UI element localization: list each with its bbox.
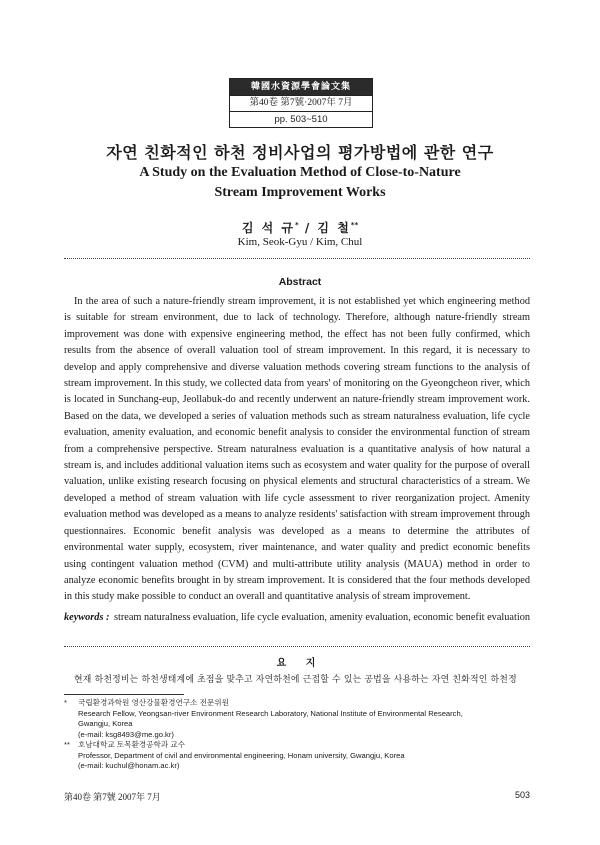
abstract-heading: Abstract bbox=[278, 276, 322, 288]
author-2-korean: 김 철 bbox=[317, 221, 351, 235]
title-english bbox=[0, 163, 600, 203]
author-1-mark: * bbox=[295, 221, 299, 229]
footer-journal-issue: 第40卷 第7號 2007年 7月 bbox=[64, 792, 161, 802]
divider bbox=[64, 258, 530, 259]
authors-english: Kim, Seok-Gyu / Kim, Chul bbox=[237, 236, 363, 248]
abstract-text: In the area of such a nature-friendly stream improvement, it is not established yet which engineering method is suitable for stream environment, due to lack of technology. Therefore, although nature-friendly stream improvement was done with expensive engineering method, the effect has not been fully confirmed, which results from the absence of overall valuation tool of stream improvement. In this regard, it is necessary to develop and apply comprehensive and diverse valuation methods covering stream functions to the analysis of stream improvement. In this study, we collected data from years' of monitoring on the Gyeongcheon river, which is located in Sunchang-eup, Jeollabuk-do and recently underwent an nature-friendly stream improvement work. Based on the data, we developed a series of valuation methods such as stream naturalness evaluation, life cycle evaluation, amenity evaluation, and economic benefit analysis to consider the environmental function of stream from a comprehensive perspective. Stream naturalness evaluation is a quantitative analysis of how natural a stream is, and includes additional valuation items such as ecosystem and water quality for the purpose of overall valuation, unlike existing research focusing on physical elements and structural characteristics of a stream. We developed a method of stream valuation with life cycle assessment to river reorganization project. Amenity evaluation method was developed as a means to analyze residents' satisfaction with stream improvement through questionnaires. Economic benefit analysis was developed as a means to determine the attributes of environmental water supply, ecosystem, river maintenance, and water quality and predict economic benefits using contingent valuation method (CVM) and multi-attribute utility analysis (MAUA) method in order to analyze economic benefits brought in by stream improvement. It is considered that the four methods developed in this study make possible to conduct an overall and quantitative analysis of stream improvement. bbox=[64, 296, 530, 603]
journal-name: 韓國水資源學會論文集 bbox=[230, 79, 372, 95]
footnote-line: Gwangju, Korea bbox=[78, 719, 133, 728]
footnote-mark: * bbox=[64, 698, 67, 707]
author-1-korean: 김 석 규 bbox=[241, 221, 295, 235]
title-english-line-2: Stream Improvement Works bbox=[214, 185, 386, 200]
footnotes bbox=[64, 698, 530, 772]
footnote-mark: ** bbox=[64, 740, 70, 749]
authors-korean bbox=[0, 219, 600, 236]
journal-volume: 第40卷 第7號·2007年 7月 bbox=[230, 95, 372, 111]
journal-info-box bbox=[229, 78, 373, 128]
footnote-line: 호남대학교 토목환경공학과 교수 bbox=[78, 740, 185, 749]
footnote-line: Research Fellow, Yeongsan-river Environment Research Laboratory, National Institute of Environmental Research, bbox=[78, 708, 463, 718]
summary-heading: 요 지 bbox=[276, 658, 324, 669]
summary-text: 현재 하천정비는 하천생태계에 초점을 맞추고 자연하천에 근접할 수 있는 공법을 사용하는 자연 친화적인 하천정 bbox=[74, 675, 517, 685]
author-2-mark: ** bbox=[350, 221, 359, 229]
footnote bbox=[64, 698, 530, 740]
page-number: 503 bbox=[514, 790, 530, 800]
footnote-line: 국립환경과학원 영산강물환경연구소 전문위원 bbox=[78, 698, 229, 707]
author-separator: / bbox=[298, 221, 318, 235]
title-english-line-1: A Study on the Evaluation Method of Close-to-Nature bbox=[139, 165, 461, 180]
journal-pages: pp. 503~510 bbox=[230, 111, 372, 127]
divider bbox=[64, 646, 530, 647]
footnote-line: (e-mail: ksg8493@me.go.kr) bbox=[78, 729, 174, 739]
footnote-line: (e-mail: kuchul@honam.ac.kr) bbox=[78, 761, 180, 770]
footnote bbox=[64, 740, 530, 772]
footnote-line: Professor, Department of civil and environmental engineering, Honam university, Gwangju, Korea bbox=[78, 750, 405, 760]
title-korean: 자연 친화적인 하천 정비사업의 평가방법에 관한 연구 bbox=[106, 143, 494, 162]
keywords-label: keywords : bbox=[64, 612, 110, 623]
keywords-text: stream naturalness evaluation, life cycle evaluation, amenity evaluation, economic benefit evaluation bbox=[114, 612, 531, 623]
footnote-rule bbox=[64, 694, 184, 695]
